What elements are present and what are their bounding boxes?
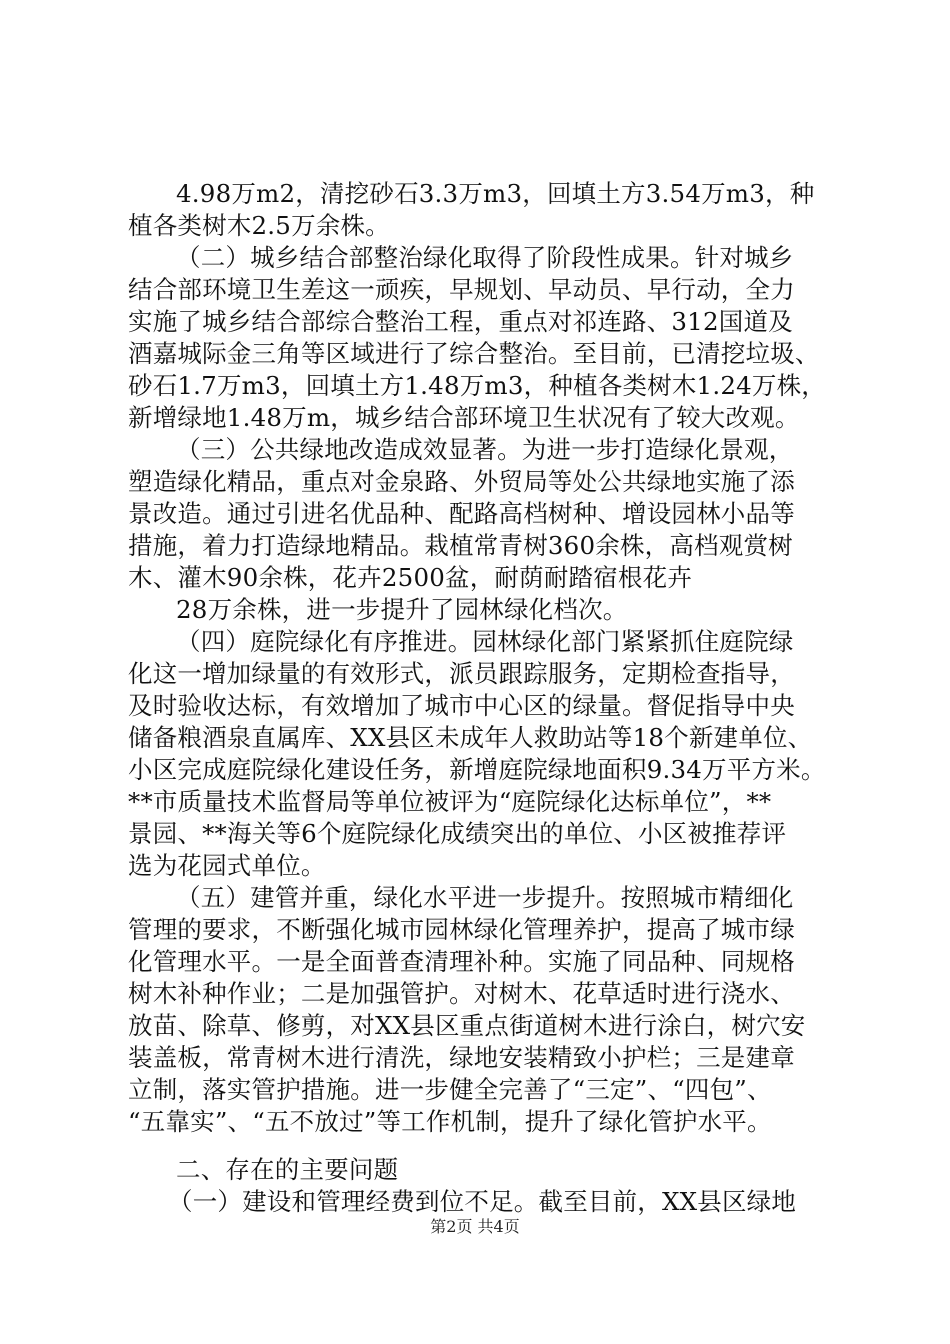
text-line: 及时验收达标，有效增加了城市中心区的绿量。督促指导中央 [128, 691, 795, 720]
text-line: （三）公共绿地改造成效显著。为进一步打造绿化景观， [176, 435, 794, 464]
text-line: 新增绿地1.48万m，城乡结合部环境卫生状况有了较大改观。 [128, 403, 800, 432]
text-line: 植各类树木2.5万余株。 [128, 211, 390, 240]
text-line: 28万余株，进一步提升了园林绿化档次。 [176, 595, 628, 624]
text-line: 放苗、除草、修剪，对XX县区重点街道树木进行涂白，树穴安 [128, 1011, 806, 1040]
text-line: 立制，落实管护措施。进一步健全完善了“三定”、“四包”、 [128, 1075, 772, 1104]
text-line: 木、灌木90余株，花卉2500盆，耐荫耐踏宿根花卉 [128, 563, 693, 592]
text-line: （四）庭院绿化有序推进。园林绿化部门紧紧抓住庭院绿 [176, 627, 794, 656]
section-heading: 二、存在的主要问题 [176, 1155, 399, 1184]
text-line: 装盖板，常青树木进行清洗，绿地安装精致小护栏；三是建章 [128, 1043, 795, 1072]
text-line: **市质量技术监督局等单位被评为“庭院绿化达标单位”，** [128, 787, 772, 816]
page-footer: 第2页 共4页 [430, 1217, 520, 1236]
text-line: 措施，着力打造绿地精品。栽植常青树360余株，高档观赏树 [128, 531, 793, 560]
text-line: 实施了城乡结合部综合整治工程，重点对祁连路、312国道及 [128, 307, 793, 336]
text-line: （五）建管并重，绿化水平进一步提升。按照城市精细化 [176, 883, 794, 912]
text-line: （二）城乡结合部整治绿化取得了阶段性成果。针对城乡 [176, 243, 794, 272]
text-line: 砂石1.7万m3，回填土方1.48万m3，种植各类树木1.24万株， [128, 371, 827, 400]
text-line: 树木补种作业；二是加强管护。对树木、花草适时进行浇水、 [128, 979, 795, 1008]
text-line: 管理的要求，不断强化城市园林绿化管理养护，提高了城市绿 [128, 915, 795, 944]
text-line: “五靠实”、“五不放过”等工作机制，提升了绿化管护水平。 [128, 1107, 772, 1136]
text-line: 化管理水平。一是全面普查清理补种。实施了同品种、同规格 [128, 947, 795, 976]
text-line: 化这一增加绿量的有效形式，派员跟踪服务，定期检查指导， [128, 659, 795, 688]
text-line: 储备粮酒泉直属库、XX县区未成年人救助站等18个新建单位、 [128, 723, 813, 752]
text-line: 小区完成庭院绿化建设任务，新增庭院绿地面积9.34万平方米。 [128, 755, 826, 784]
text-line: 塑造绿化精品，重点对金泉路、外贸局等处公共绿地实施了添 [128, 467, 795, 496]
text-line: 结合部环境卫生差这一顽疾，早规划、早动员、早行动，全力 [128, 275, 795, 304]
text-line: 酒嘉城际金三角等区域进行了综合整治。至目前，已清挖垃圾、 [128, 339, 820, 368]
text-line: 选为花园式单位。 [128, 851, 326, 880]
text-line: 4.98万m2，清挖砂石3.3万m3，回填土方3.54万m3，种 [176, 179, 815, 208]
text-line: 景改造。通过引进名优品种、配路高档树种、增设园林小品等 [128, 499, 795, 528]
text-line: 景园、**海关等6个庭院绿化成绩突出的单位、小区被推荐评 [128, 819, 787, 848]
text-line: （一）建设和管理经费到位不足。截至目前，XX县区绿地 [168, 1187, 797, 1216]
